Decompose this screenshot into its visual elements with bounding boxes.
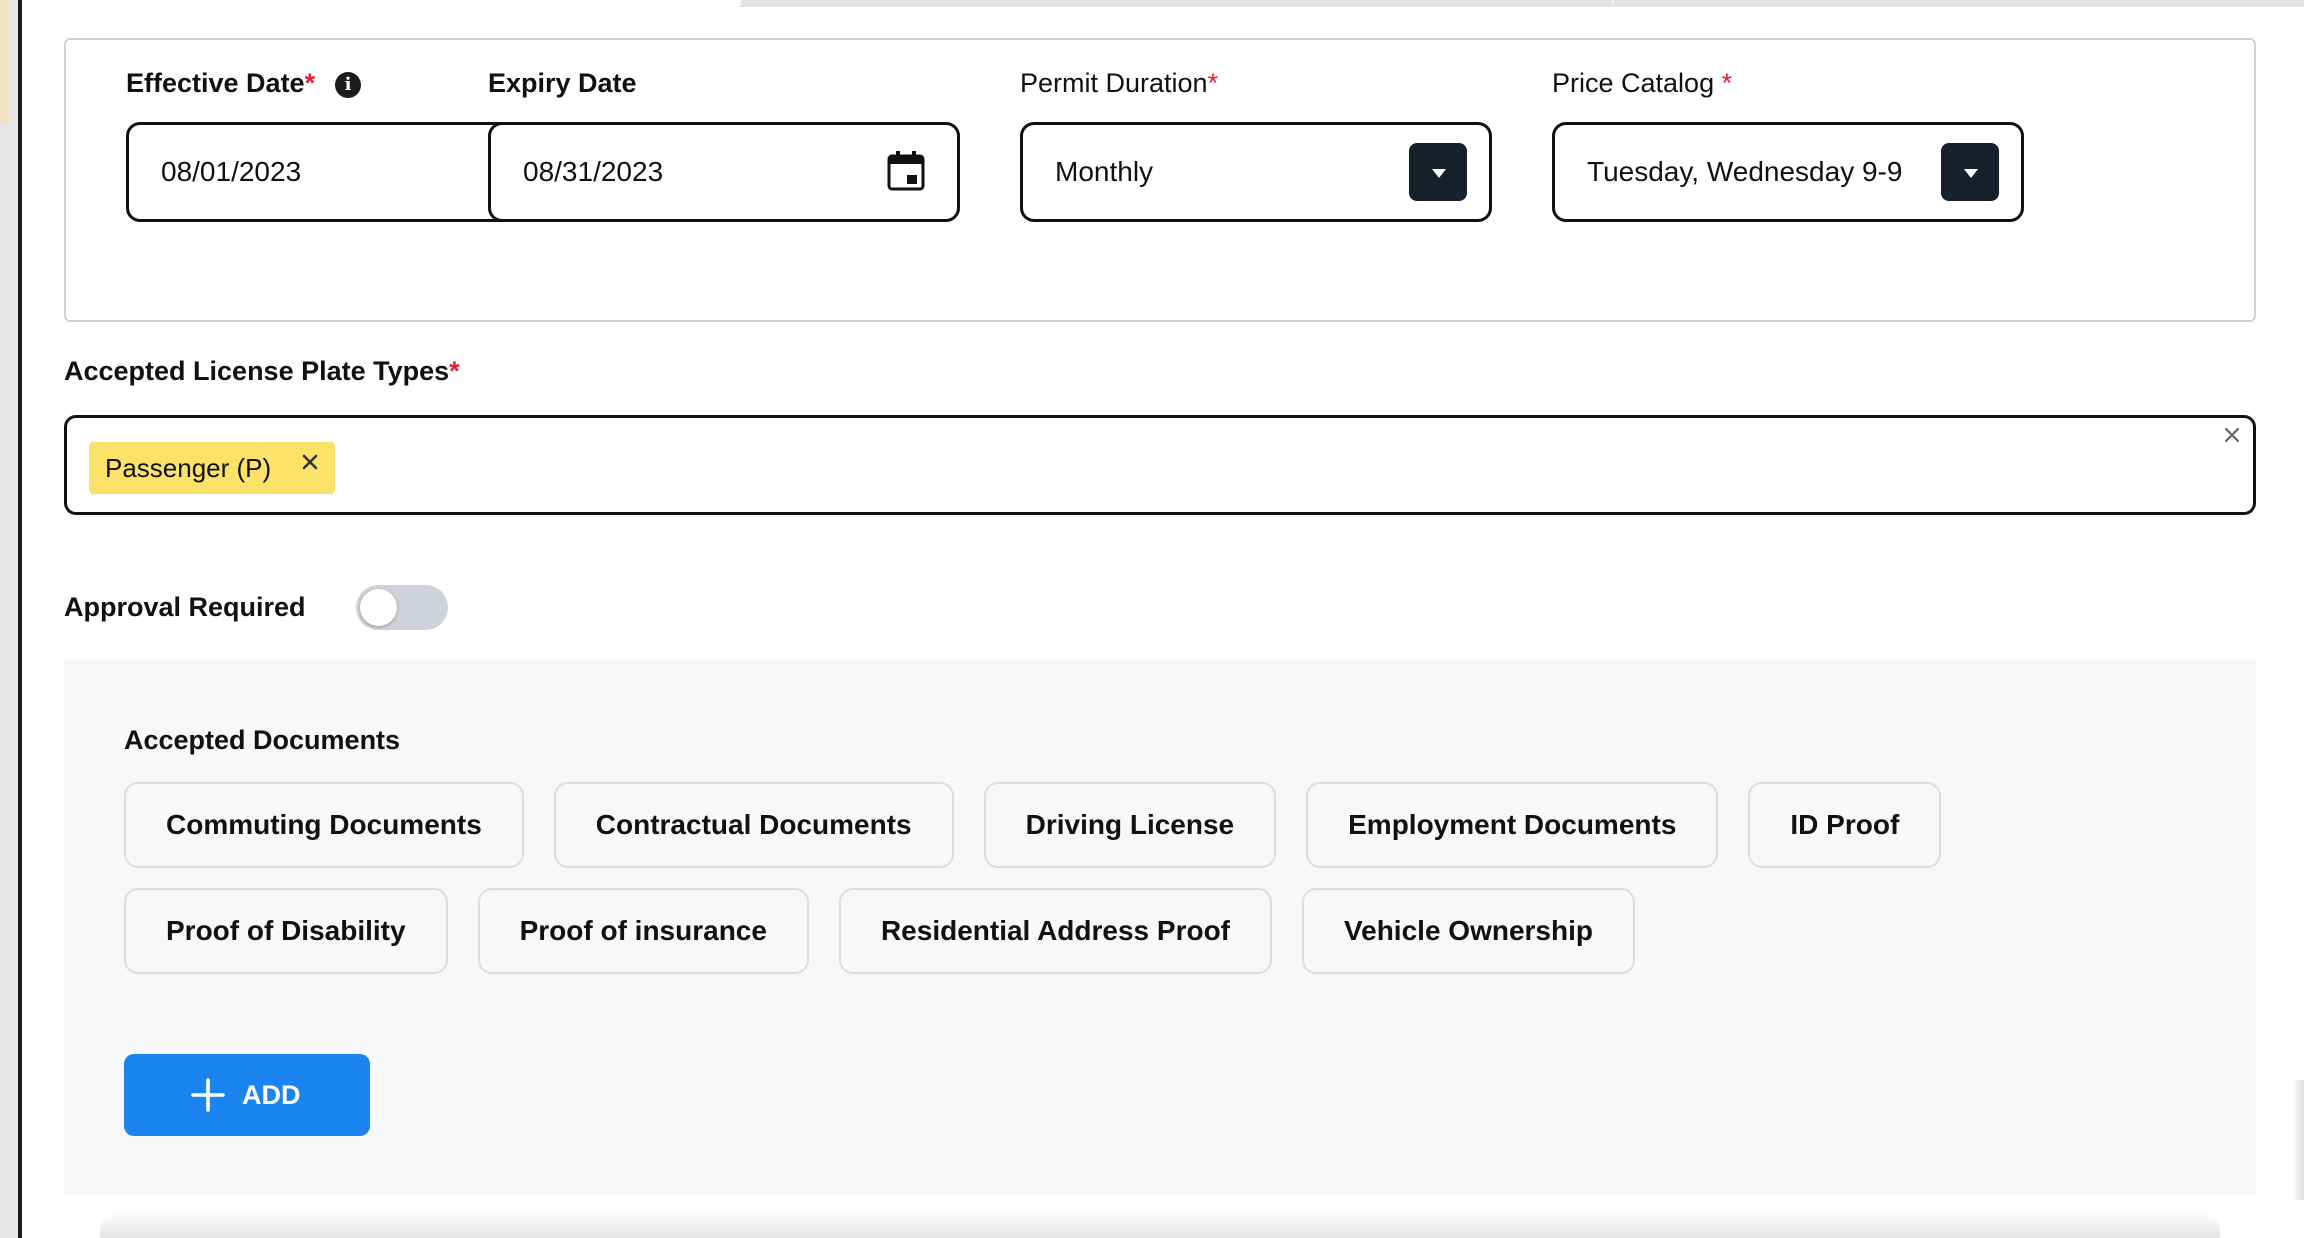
document-chip[interactable]: Proof of insurance [478,888,809,974]
top-tab[interactable] [1614,0,2304,7]
accepted-documents-title: Accepted Documents [124,725,401,755]
price-catalog-label: Price Catalog * [1552,68,1733,98]
document-chip[interactable]: Proof of Disability [124,888,448,974]
documents-row-1 [124,782,1941,868]
expiry-date-value: 08/31/2023 [523,156,664,187]
required-asterisk: * [304,68,316,98]
top-tab[interactable] [742,0,1612,7]
right-edge-shadow [2292,1080,2304,1200]
plate-types-multiselect[interactable] [64,415,2256,515]
left-edge-strip [0,0,18,1238]
add-button-label: ADD [242,1079,301,1110]
required-asterisk: * [449,356,460,386]
top-tab-active [22,0,740,7]
required-asterisk: * [1714,68,1733,98]
plate-type-chip [89,442,335,494]
calendar-icon[interactable] [887,151,925,191]
add-document-button[interactable] [124,1054,370,1136]
document-chip[interactable]: Employment Documents [1306,782,1718,868]
price-catalog-value: Tuesday, Wednesday 9-9 [1587,156,1903,187]
left-edge-accent [0,0,9,124]
window-left-border [18,0,22,1238]
document-chip[interactable]: Commuting Documents [124,782,524,868]
expiry-date-input[interactable] [488,122,960,222]
approval-required-toggle[interactable] [356,585,448,630]
effective-date-label: Effective Date* i [126,68,361,99]
document-chip[interactable]: Vehicle Ownership [1302,888,1635,974]
documents-row-2 [124,888,1635,974]
accepted-documents-panel [64,660,2256,1195]
document-chip[interactable]: ID Proof [1748,782,1941,868]
caret-down-icon[interactable] [1941,143,1999,201]
required-asterisk: * [1207,68,1219,98]
permit-dates-section [64,38,2256,322]
approval-required-label: Approval Required [64,592,306,622]
document-chip[interactable]: Residential Address Proof [839,888,1272,974]
document-chip[interactable]: Contractual Documents [554,782,954,868]
permit-duration-select[interactable] [1020,122,1492,222]
price-catalog-select[interactable] [1552,122,2024,222]
plus-icon [190,1077,226,1113]
expiry-date-label: Expiry Date [488,68,637,98]
permit-duration-value: Monthly [1055,156,1154,187]
plate-types-label: Accepted License Plate Types* [64,356,460,386]
caret-down-icon[interactable] [1409,143,1467,201]
effective-date-value: 08/01/2023 [161,156,302,187]
clear-all-icon[interactable] [2223,426,2241,444]
document-chip[interactable]: Driving License [984,782,1277,868]
bottom-panel-shadow [100,1212,2220,1238]
plate-type-chip-label: Passenger (P) [105,452,272,483]
info-icon[interactable]: i [335,72,361,98]
close-icon[interactable] [301,453,319,471]
top-tab-strip [22,0,2304,7]
permit-duration-label: Permit Duration* [1020,68,1219,98]
toggle-knob [360,589,397,626]
